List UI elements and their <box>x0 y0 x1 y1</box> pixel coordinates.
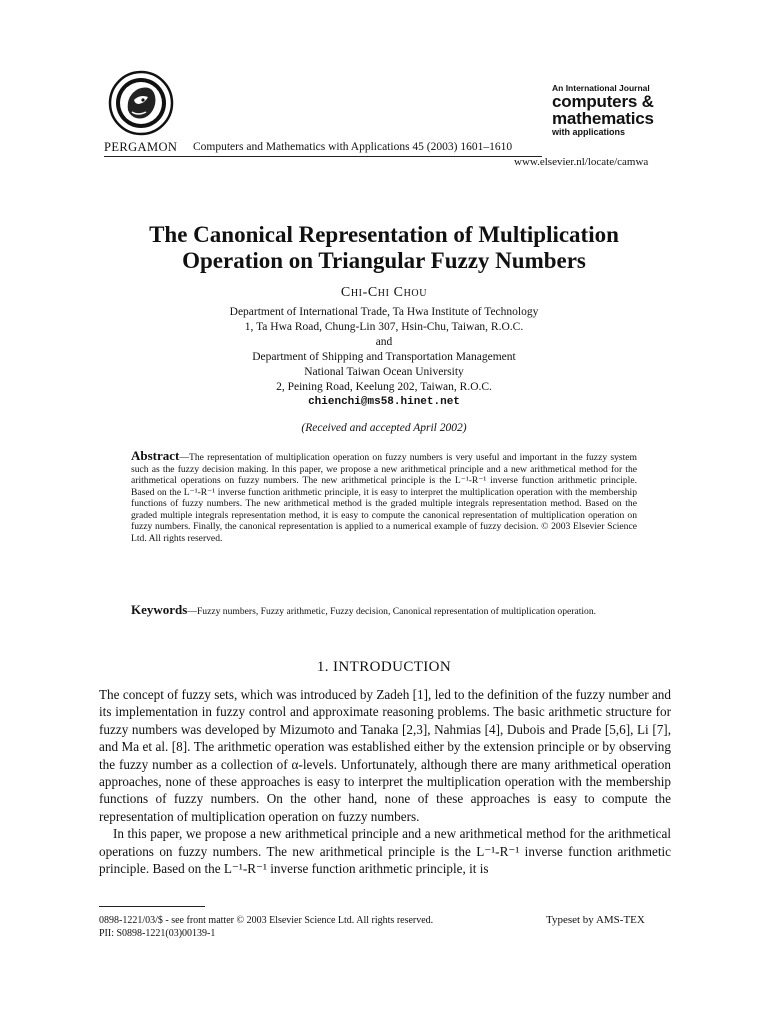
title-line-1: The Canonical Representation of Multiplication <box>149 222 619 247</box>
abstract <box>131 450 637 544</box>
affiliation-line: 1, Ta Hwa Road, Chung-Lin 307, Hsin-Chu, Taiwan, R.O.C. <box>244 321 524 333</box>
keywords-label: Keywords <box>131 602 188 617</box>
abstract-label: Abstract <box>131 448 180 463</box>
affiliation-line: Department of Shipping and Transportation Management <box>252 351 516 363</box>
header-rule <box>104 156 542 157</box>
journal-name-line1: computers & <box>552 92 654 111</box>
keywords <box>131 604 637 618</box>
body-paragraph: The concept of fuzzy sets, which was introduced by Zadeh [1], led to the definition of the fuzzy number and its implementation in fuzzy control and approximate reasoning problems. The basic arithmetic structure for fuzzy numbers was developed by Mizumoto and Tanaka [2,3], Nahmias [4], Dubois and Prade [5,6], Li [7], and Ma et al. [8]. The arithmetic operation was established either by the extension principle or by observing the fuzzy number as a collection of α-levels. Unfortunately, although there are many arithmetical operation approaches, none of these approaches is easy to interpret the multiplication operation with the membership functions of fuzzy numbers. On the other hand, none of these approaches is easy to compute the representation of multiplication operation on fuzzy numbers. <box>99 687 671 824</box>
affiliation-line: National Taiwan Ocean University <box>304 366 464 378</box>
journal-masthead <box>552 83 682 137</box>
keywords-text: —Fuzzy numbers, Fuzzy arithmetic, Fuzzy decision, Canonical representation of multiplication operation. <box>187 606 597 617</box>
received-date: (Received and accepted April 2002) <box>301 422 467 434</box>
affiliation-block <box>0 305 768 410</box>
section-heading: 1. INTRODUCTION <box>316 659 452 675</box>
pii-line: PII: S0898-1221(03)00139-1 <box>99 928 216 939</box>
author-email[interactable]: chienchi@ms58.hinet.net <box>308 396 460 408</box>
journal-subtitle: with applications <box>552 127 626 137</box>
section-body <box>99 686 671 877</box>
affiliation-line: and <box>375 336 393 348</box>
abstract-text: —The representation of multiplication operation on fuzzy numbers is very useful and important in the fuzzy system such as the fuzzy decision making. In this paper, we propose a new arithmetical principle and a new arithmetical method for the arithmetical operations on fuzzy numbers. The new arithmetical principle is the L⁻¹-R⁻¹ inverse function arithmetic principle. Based on the L⁻¹-R⁻¹ inverse function arithmetic principle, it is easy to interpret the multiplication operation with the membership functions of fuzzy numbers. The new arithmetical method is the graded multiple integrals representation method. Based on the graded multiple integrals representation method, it is easy to compute the canonical representation of multiplication operation on fuzzy numbers. Finally, the canonical representation is applied to a numerical example of fuzzy decision. © 2003 Elsevier Science Ltd. All rights reserved. <box>131 452 637 544</box>
pergamon-emblem-icon <box>108 70 174 136</box>
journal-tagline: An International Journal <box>552 83 650 93</box>
publisher-name: PERGAMON <box>104 140 178 154</box>
footnote-rule <box>99 906 205 907</box>
typeset-note: Typeset by AMS-TEX <box>546 914 645 926</box>
publisher-logo <box>108 70 174 136</box>
affiliation-line: Department of International Trade, Ta Hwa Institute of Technology <box>229 306 539 318</box>
copyright-line: 0898-1221/03/$ - see front matter © 2003 Elsevier Science Ltd. All rights reserved. <box>99 915 434 926</box>
paper-title <box>60 222 708 274</box>
journal-name-line2: mathematics <box>552 109 654 128</box>
author-name: Chi-Chi Chou <box>340 285 428 300</box>
journal-citation: Computers and Mathematics with Applications 45 (2003) 1601–1610 <box>193 141 513 153</box>
journal-url[interactable]: www.elsevier.nl/locate/camwa <box>514 156 649 168</box>
title-line-2: Operation on Triangular Fuzzy Numbers <box>182 248 586 273</box>
body-paragraph: In this paper, we propose a new arithmetical principle and a new arithmetical method for the arithmetical operations on fuzzy numbers. The new arithmetical principle is the L⁻¹-R⁻¹ inverse function arithmetic principle. Based on the L⁻¹-R⁻¹ inverse function arithmetic principle, it is <box>99 826 671 877</box>
affiliation-line: 2, Peining Road, Keelung 202, Taiwan, R.O.C. <box>276 381 492 393</box>
